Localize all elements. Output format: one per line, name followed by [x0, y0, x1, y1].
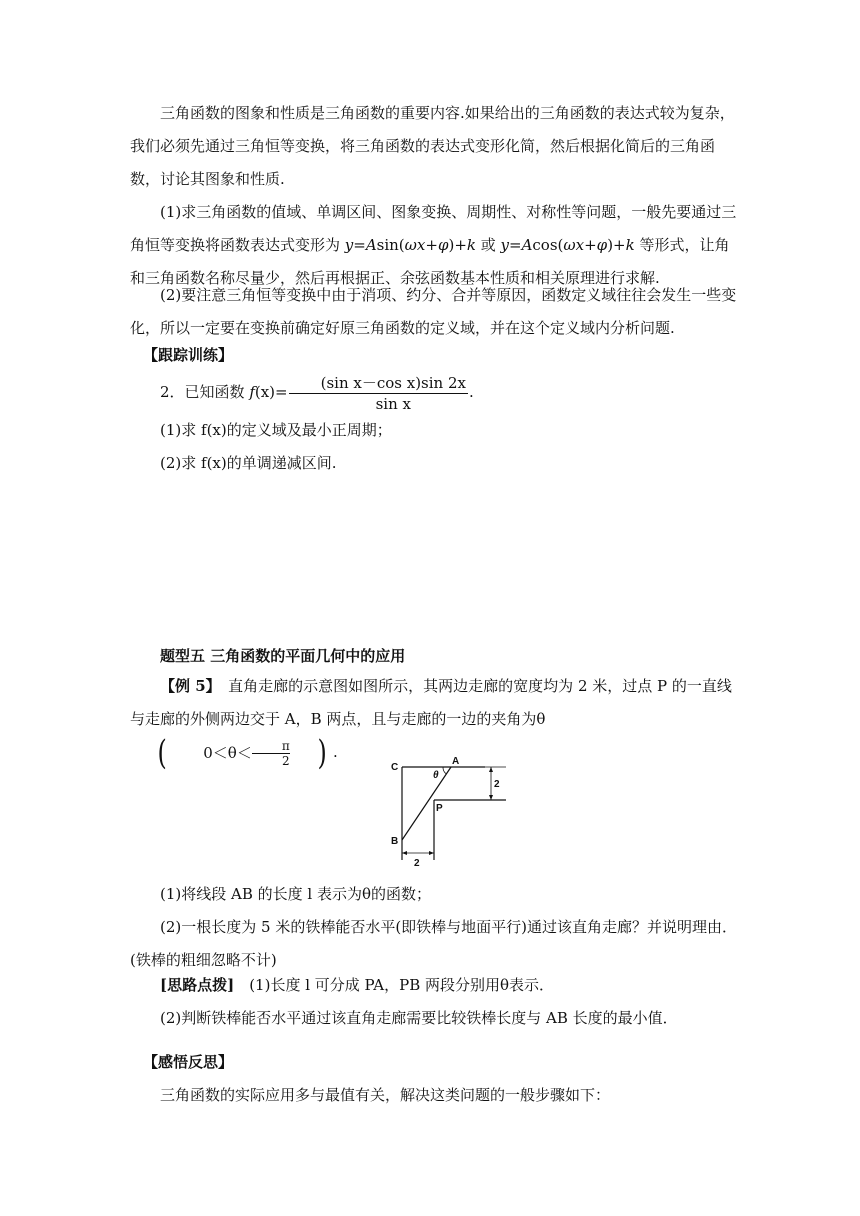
label-2-bottom: 2	[414, 858, 420, 869]
label-B: B	[391, 836, 399, 847]
label-2-right: 2	[494, 779, 500, 790]
intro-paragraph-3: (2)要注意三角恒等变换中由于消项、约分、合并等原因，函数定义域往往会发生一些变化，所以一定要在变换前确定好原三角函数的定义域，并在这个定义域内分析问题.	[130, 286, 737, 337]
theta-condition: ( 0＜θ＜ $\frac{\pi}{2}$ )	[157, 733, 327, 773]
practice-item-2: (2)求 f(x)的单调递减区间.	[160, 454, 337, 472]
example5-question-2: (2)一根长度为 5 米的铁棒能否水平(即铁棒与地面平行)通过该直角走廊？并说明理由．(铁棒的粗细忽略不计)	[130, 918, 738, 969]
reflection-text: 三角函数的实际应用多与最值有关，解决这类问题的一般步骤如下：	[160, 1086, 611, 1104]
practice-heading: 【跟踪训练】	[143, 346, 234, 364]
intro-paragraph-1: 三角函数的图象和性质是三角函数的重要内容.如果给出的三角函数的表达式较为复杂，我们必须先通过三角恒等变换，将三角函数的表达式变形化简，然后根据化简后的三角函数，讨论其图象和性质.	[130, 104, 735, 188]
function-fraction: $\frac{\text{(sin x－cos x)sin 2x}}{\text{sin x}}$	[289, 373, 468, 414]
example5-question-1: (1)将线段 AB 的长度 l 表示为θ的函数；	[160, 885, 432, 903]
example5-paragraph: 【例 5】 直角走廊的示意图如图所示，其两边走廊的宽度均为 2 米，过点 P 的一直线与走廊的外侧两边交于 A，B 两点，且与走廊的一边的夹角为θ ( 0＜θ＜ $\frac{\pi}{2}$ ) .	[130, 677, 732, 773]
label-theta: θ	[433, 770, 439, 781]
reflection-heading: 【感悟反思】	[143, 1053, 234, 1071]
practice-question: 2．已知函数 f(x)= $\frac{\text{(sin x－cos x)sin 2x}}{\text{sin x}}$ .	[160, 373, 474, 413]
label-C: C	[391, 762, 399, 773]
practice-item-1: (1)求 f(x)的定义域及最小正周期；	[160, 421, 392, 439]
corridor-figure	[385, 752, 525, 872]
hint-paragraph-2: (2)判断铁棒能否水平通过该直角走廊需要比较铁棒长度与 AB 长度的最小值．	[160, 1009, 678, 1027]
label-A: A	[452, 756, 460, 767]
hint-paragraph: [思路点拨] (1)长度 l 可分成 PA，PB 两段分别用θ表示．	[160, 976, 555, 994]
topic5-heading: 题型五 三角函数的平面几何中的应用	[160, 647, 406, 665]
intro-paragraph-2: (1)求三角函数的值域、单调区间、图象变换、周期性、对称性等问题，一般先要通过三角恒等变换将函数表达式变形为 y=Asin(ωx+φ)+k 或 y=Acos(ωx+φ)+k 等形式，让角和三角函数名称尽量少，然后再根据正、余弦函数基本性质和相关原理进行求解.	[130, 203, 737, 287]
label-P: P	[436, 803, 443, 814]
